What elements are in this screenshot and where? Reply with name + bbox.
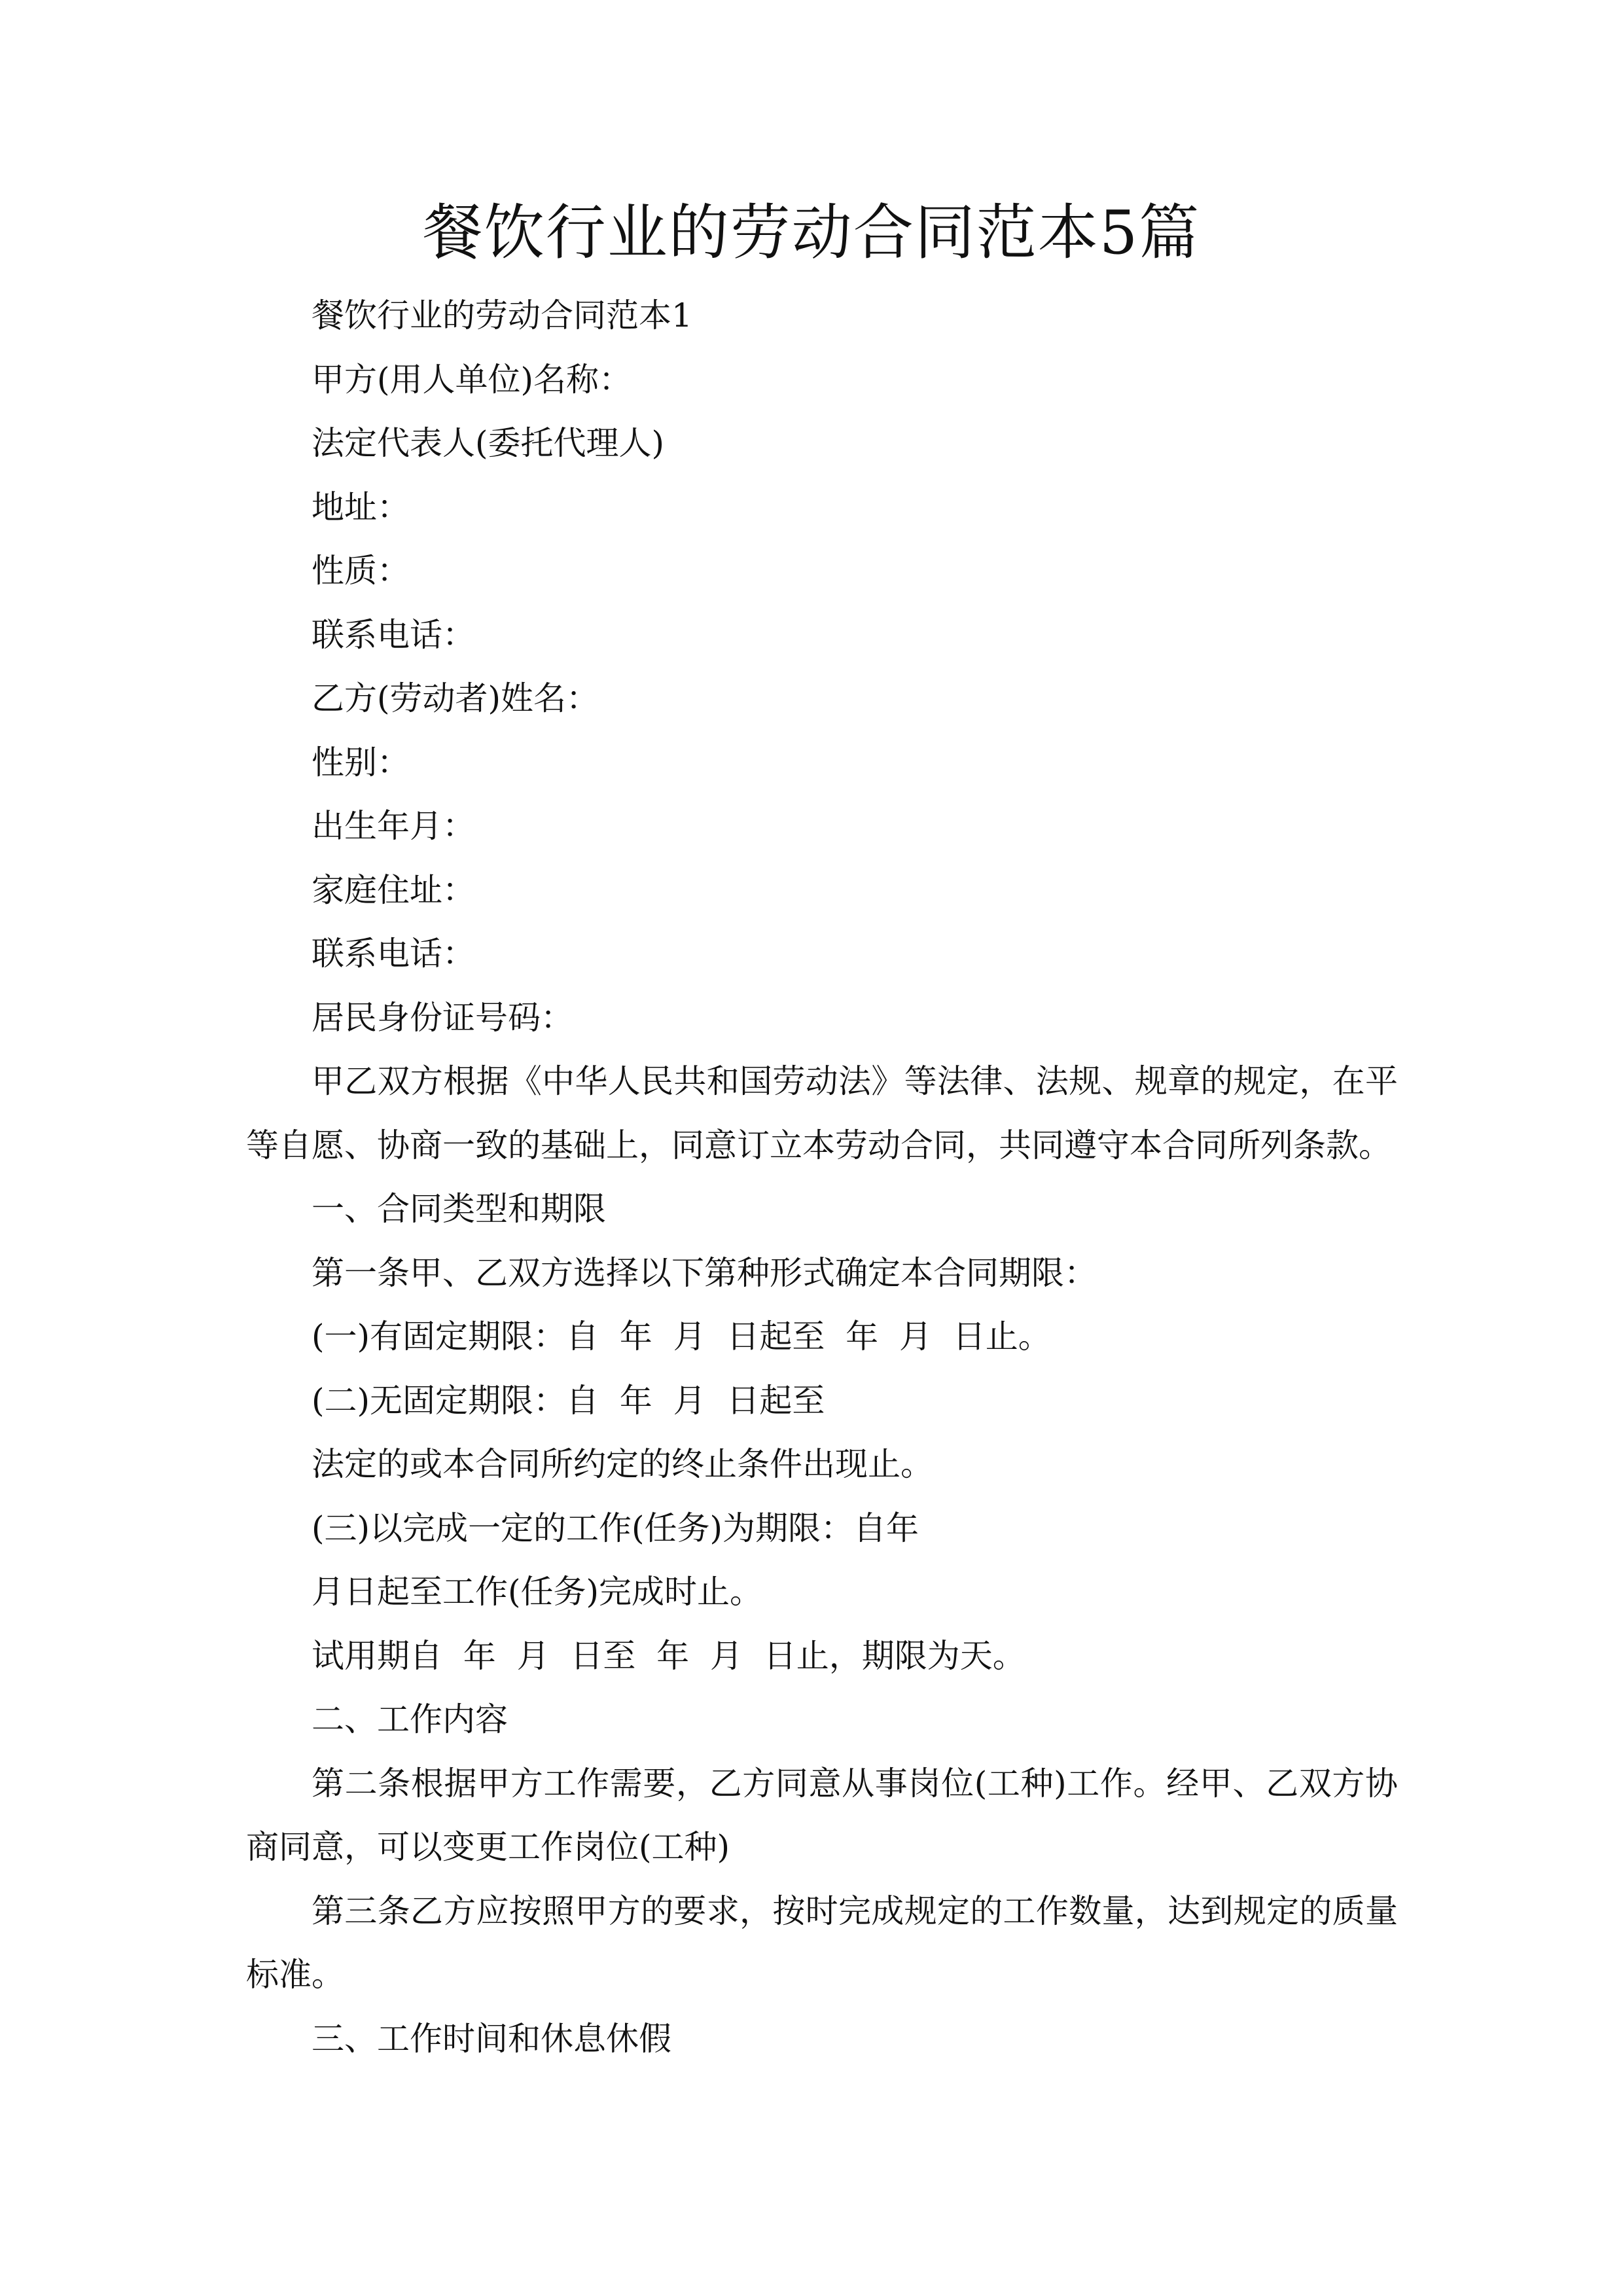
paragraph-preamble: 甲乙双方根据《中华人民共和国劳动法》等法律、法规、规章的规定，在平等自愿、协商一致的基础上，同意订立本劳动合同，共同遵守本合同所列条款。 bbox=[246, 1062, 1398, 1164]
paragraph-nature: 性质： bbox=[312, 552, 410, 590]
paragraph-article-3: 第三条乙方应按照甲方的要求，按时完成规定的工作数量，达到规定的质量标准。 bbox=[246, 1892, 1398, 1994]
document-title: 餐饮行业的劳动合同范本5篇 bbox=[422, 198, 1201, 268]
paragraph-party-b-phone: 联系电话： bbox=[312, 935, 475, 973]
paragraph-heading-contract-type: 一、合同类型和期限 bbox=[312, 1190, 606, 1228]
paragraph-home-address: 家庭住址： bbox=[312, 870, 475, 909]
paragraph-id-number: 居民身份证号码： bbox=[312, 998, 573, 1037]
paragraph-task-completion: 月日起至工作(任务)完成时止。 bbox=[312, 1573, 763, 1611]
paragraph-termination-condition: 法定的或本合同所约定的终止条件出现止。 bbox=[312, 1445, 933, 1483]
paragraph-gender: 性别： bbox=[312, 743, 410, 781]
document-body bbox=[246, 284, 1398, 2071]
paragraph-article-2: 第二条根据甲方工作需要，乙方同意从事岗位(工种)工作。经甲、乙双方协商同意，可以变更工作岗位(工种) bbox=[246, 1764, 1398, 1866]
paragraph-section-heading: 餐饮行业的劳动合同范本1 bbox=[312, 296, 692, 334]
paragraph-heading-work-hours: 三、工作时间和休息休假 bbox=[312, 2019, 671, 2058]
paragraph-party-a-name: 甲方(用人单位)名称： bbox=[312, 360, 632, 399]
paragraph-address: 地址： bbox=[312, 488, 410, 526]
paragraph-probation: 试用期自 年 月 日至 年 月 日止，期限为天。 bbox=[312, 1636, 1026, 1675]
paragraph-heading-work-content: 二、工作内容 bbox=[312, 1700, 508, 1738]
paragraph-birth-date: 出生年月： bbox=[312, 807, 475, 845]
paragraph-article-1: 第一条甲、乙双方选择以下第种形式确定本合同期限： bbox=[312, 1253, 1097, 1292]
paragraph-legal-representative: 法定代表人(委托代理人) bbox=[312, 424, 665, 462]
paragraph-party-a-phone: 联系电话： bbox=[312, 615, 475, 654]
paragraph-task-term: (三)以完成一定的工作(任务)为期限：自年 bbox=[312, 1509, 919, 1547]
paragraph-open-term: (二)无固定期限：自 年 月 日起至 bbox=[312, 1381, 825, 1420]
paragraph-party-b-name: 乙方(劳动者)姓名： bbox=[312, 679, 599, 717]
paragraph-fixed-term: (一)有固定期限：自 年 月 日起至 年 月 日止。 bbox=[312, 1318, 1051, 1355]
